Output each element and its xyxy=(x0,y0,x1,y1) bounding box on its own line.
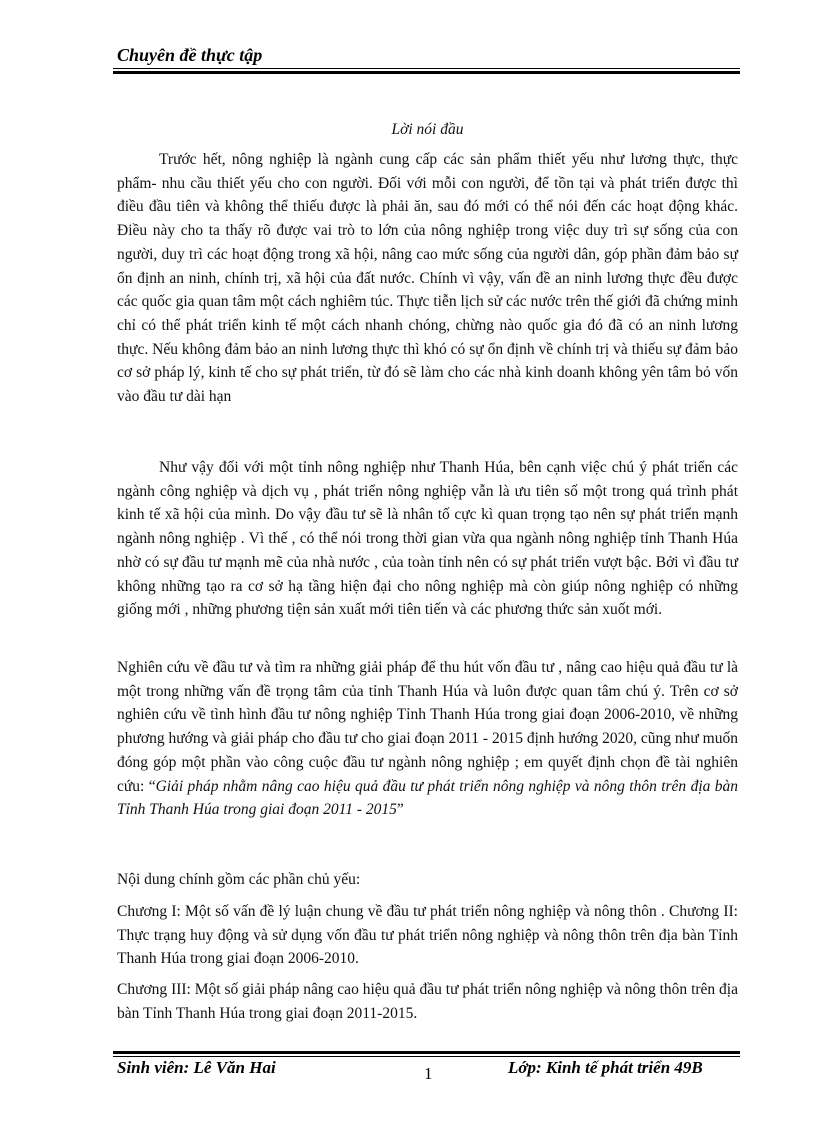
footer-student: Sinh viên: Lê Văn Hai xyxy=(117,1058,276,1077)
footer-rule-thin xyxy=(113,1056,740,1057)
footer-rule-thick xyxy=(113,1051,740,1054)
paragraph-3-topic: Giải pháp nhằm nâng cao hiệu quả đầu tư phát triển nông nghiệp và nông thôn trên địa bàn Tỉnh Thanh Húa trong giai đoạn 2011 - 2015 xyxy=(117,777,739,819)
chapter-3: Chương III: Một số giải pháp nâng cao hiệu quả đầu tư phát triển nông nghiệp và nông thôn trên địa bàn Tỉnh Thanh Húa trong giai đoạn 2011-2015. xyxy=(117,981,738,1022)
paragraph-2: Như vậy đối với một tỉnh nông nghiệp như Thanh Húa, bên cạnh việc chú ý phát triển các ngành công nghiệp và dịch vụ , phát triển nông nghiệp vẫn là ưu tiên số một trong quá trình phát kinh tế xã hội của mình. Do vậy đầu tư sẽ là nhân tố cực kì quan trọng tạo nên sự phát triển mạnh ngành nông nghiệp . Vì thế , có thể nói trong thời gian vừa qua ngành nông nghiệp tỉnh Thanh Húa nhờ có sự đầu tư mạnh mẽ của nhà nước , của toàn tỉnh nên có sự phát triển vượt bậc. Bởi vì đầu tư không những tạo ra cơ sở hạ tầng hiện đại cho nông nghiệp mà còn giúp nông nghiệp có những giống mới , những phương tiện sản xuất mới tiên tiến và các phương thức sản xuốt mới. xyxy=(117,459,738,619)
header-title: Chuyên đề thực tập xyxy=(117,45,263,65)
chapter-1-2: Chương I: Một số vấn đề lý luận chung về đầu tư phát triển nông nghiệp và nông thôn . Chương II: Thực trạng huy động và sử dụng vốn đầu tư phát triển nông nghiệp và nông thôn trên địa bàn Tỉnh Thanh Húa trong giai đoạn 2006-2010. xyxy=(117,903,738,968)
paragraph-3-end: ” xyxy=(396,801,404,819)
paragraph-1: Trước hết, nông nghiệp là ngành cung cấp các sản phẩm thiết yếu như lương thực, thực phẩm- nhu cầu thiết yếu cho con người. Đối với mỗi con người, để tồn tại và phát triển được thì điều đầu tiên và không thể thiếu được là phải ăn, sau đó mới có thể nói đến các hoạt động khác. Điều này cho ta thấy rõ được vai trò to lớn của nông nghiệp trong việc duy trì sự sống của con người, duy trì các hoạt động trong xã hội, nâng cao mức sống của người dân, góp phần đảm bảo sự ổn định an ninh, chính trị, xã hội của đất nước. Chính vì vậy, vấn đề an ninh lương thực đều được các quốc gia quan tâm một cách nghiêm túc. Thực tiễn lịch sử các nước trên thế giới đã chứng minh chỉ có thể phát triển kinh tế một cách nhanh chóng, chừng nào quốc gia đó đã có an ninh lương thực. Nếu không đảm bảo an ninh lương thực thì khó có sự ổn định về chính trị và thiếu sự đảm bảo cơ sở pháp lý, kinh tế cho sự phát triển, từ đó sẽ làm cho các nhà kinh doanh không yên tâm bỏ vốn vào đầu tư dài hạn xyxy=(117,151,738,406)
footer-class: Lớp: Kinh tế phát triển 49B xyxy=(508,1058,703,1077)
header-rule-thin xyxy=(113,68,740,69)
contents-intro: Nội dung chính gồm các phần chủ yếu: xyxy=(117,871,361,888)
header-rule-thick xyxy=(113,71,740,74)
paragraph-3 xyxy=(117,656,738,822)
paragraph-3-text: Nghiên cứu về đầu tư và tìm ra những giải pháp để thu hút vốn đầu tư , nâng cao hiệu quả đầu tư là một trong những vấn đề trọng tâm của tỉnh Thanh Húa và luôn được quan tâm chú ý. Trên cơ sở nghiên cứu về tình hình đầu tư nông nghiệp Tỉnh Thanh Húa trong giai đoạn 2006-2010, về những phương hướng và giải pháp cho đầu tư cho giai đoạn 2011 - 2015 định hướng 2020, cũng như muốn đóng góp một phần vào công cuộc đầu tư ngành nông nghiệp ; em quyết định chọn đề tài nghiên cứu: “ xyxy=(117,659,738,795)
page-number: 1 xyxy=(424,1064,433,1083)
document-heading: Lời nói đầu xyxy=(391,121,464,138)
